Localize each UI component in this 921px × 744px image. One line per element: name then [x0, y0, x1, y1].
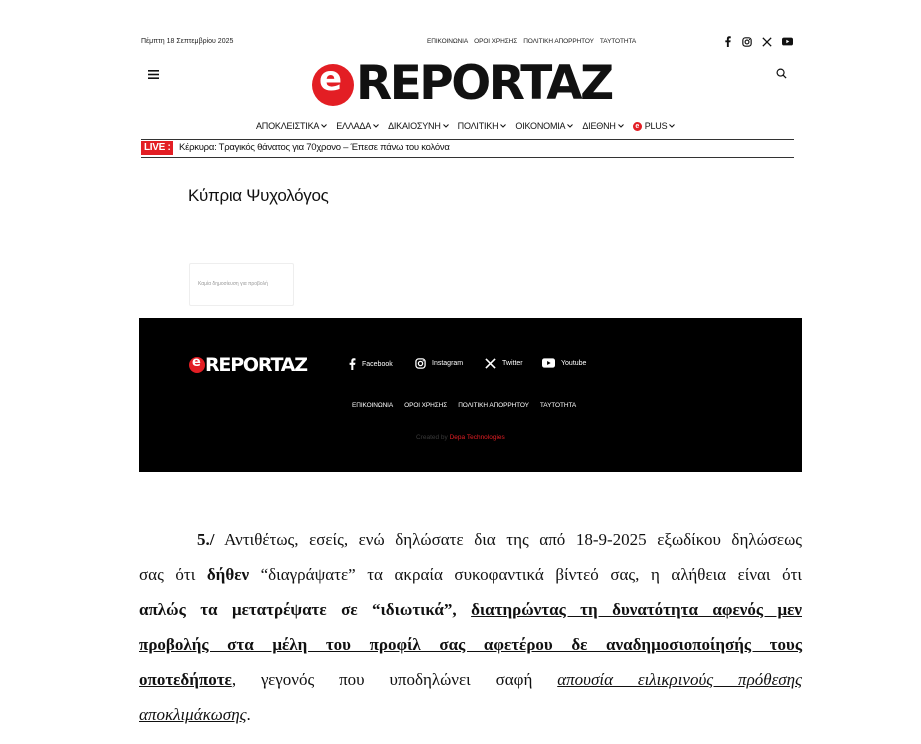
doc-line-4: προβολής στα μέλη του προφίλ σας αφετέρου δε αναδημοσιοποίησής τους [139, 635, 802, 654]
footer-social-label: Instagram [432, 360, 464, 367]
chevron-down-icon [321, 124, 327, 128]
site-logo[interactable] [312, 58, 627, 112]
doc-italic-underlined: αποκλιμάκωσης [139, 705, 247, 724]
nav-label: ΔΙΚΑΙΟΣΥΝΗ [388, 121, 441, 131]
doc-text: “διαγράψατε” τα ακραία συκοφαντικά βίντεό σας, η αλήθεια είναι ότι [249, 565, 802, 584]
footer-links [352, 402, 576, 409]
top-links [427, 38, 636, 45]
main-nav [256, 121, 675, 131]
hamburger-menu-icon[interactable] [148, 66, 159, 84]
doc-text: σας ότι [139, 565, 207, 584]
search-icon[interactable] [776, 66, 787, 84]
footer-social-label: Facebook [362, 360, 393, 368]
current-date: Πέμπτη 18 Σεπτεμβρίου 2025 [141, 38, 234, 45]
doc-text: Αντιθέτως, εσείς, ενώ δηλώσατε δια της από 18-9-2025 εξωδίκου δηλώσεως [214, 530, 802, 549]
doc-emphasis-underlined: διατηρώντας τη δυνατότητα αφενός μεν [471, 600, 802, 619]
youtube-icon[interactable] [782, 37, 793, 46]
chevron-down-icon [669, 124, 675, 128]
doc-line-6 [139, 705, 251, 725]
footer-logo-e-letter: e [192, 355, 201, 370]
x-twitter-icon[interactable] [762, 37, 772, 47]
doc-text: . [246, 705, 251, 724]
chevron-down-icon [500, 124, 506, 128]
top-bar [141, 38, 793, 50]
facebook-icon [349, 358, 356, 370]
instagram-icon[interactable] [742, 37, 752, 47]
doc-text: , [452, 600, 472, 619]
doc-emphasis: δήθεν [206, 565, 250, 584]
footer-logo-wordmark: REPORTAZ [205, 354, 307, 376]
footer-social-instagram[interactable] [415, 358, 463, 369]
doc-emphasis: απλώς τα μετατρέψατε σε “ιδιωτικά” [139, 600, 453, 619]
footer-link-terms[interactable]: ΟΡΟΙ ΧΡΗΣΗΣ [404, 402, 448, 409]
chevron-down-icon [443, 124, 449, 128]
footer-social-label: Youtube [561, 359, 587, 367]
logo-e-letter: e [319, 59, 343, 99]
instagram-icon [415, 358, 426, 369]
header-socials [724, 36, 793, 47]
footer-link-identity[interactable]: ΤΑΥΤΟΤΗΤΑ [539, 402, 577, 409]
nav-label: ΕΛΛΑΔΑ [336, 121, 372, 131]
footer-social-twitter[interactable] [485, 358, 523, 369]
nav-label: ΠΟΛΙΤΙΚΗ [457, 121, 499, 131]
top-link-privacy[interactable]: ΠΟΛΙΤΙΚΗ ΑΠΟΡΡΗΤΟΥ [523, 38, 594, 45]
doc-text: , γεγονός που υποδηλώνει σαφή [231, 670, 558, 689]
credit-link[interactable]: Depa Technologies [449, 434, 505, 441]
nav-item-exclusive[interactable] [256, 121, 327, 131]
nav-label: ΟΙΚΟΝΟΜΙΑ [515, 121, 566, 131]
chevron-down-icon [567, 124, 573, 128]
nav-label: ΔΙΕΘΝΗ [582, 121, 616, 131]
footer-social-youtube[interactable] [542, 358, 586, 368]
nav-item-eplus[interactable] [633, 121, 676, 131]
footer-social-facebook[interactable] [349, 358, 393, 370]
nav-item-economy[interactable] [515, 121, 573, 131]
chevron-down-icon [373, 124, 379, 128]
logo-wordmark: REPORTAZ [356, 56, 612, 111]
doc-line-2 [139, 565, 802, 585]
nav-label: PLUS [644, 121, 668, 131]
youtube-icon [542, 358, 555, 368]
facebook-icon[interactable] [724, 36, 732, 47]
top-link-terms[interactable]: ΟΡΟΙ ΧΡΗΣΗΣ [474, 38, 518, 45]
footer-link-contact[interactable]: ΕΠΙΚΟΙΝΩΝΙΑ [352, 402, 394, 409]
top-link-contact[interactable]: ΕΠΙΚΟΙΝΩΝΙΑ [427, 38, 469, 45]
nav-item-politics[interactable] [458, 121, 507, 131]
paragraph-number: 5./ [197, 530, 215, 549]
doc-line-5 [139, 670, 802, 690]
doc-line-1 [139, 530, 802, 550]
nav-item-international[interactable] [582, 121, 623, 131]
ticker-divider-top [141, 139, 794, 140]
doc-emphasis-underlined: οποτεδήποτε [139, 670, 232, 689]
top-link-identity[interactable]: ΤΑΥΤΟΤΗΤΑ [599, 38, 637, 45]
footer-link-privacy[interactable]: ΠΟΛΙΤΙΚΗ ΑΠΟΡΡΗΤΟΥ [458, 402, 529, 409]
page-title: Κύπρια Ψυχολόγος [188, 186, 329, 205]
footer-credit [416, 434, 505, 441]
ticker-headline[interactable]: Κέρκυρα: Τραγικός θάνατος για 70χρονο – Έπεσε πάνω του κολόνα [179, 142, 450, 153]
ticker-divider-bottom [141, 157, 794, 158]
empty-posts-message: Καμία δημοσίευση για προβολή [189, 263, 294, 306]
site-footer [139, 318, 802, 472]
nav-item-justice[interactable] [388, 121, 449, 131]
nav-label: ΑΠΟΚΛΕΙΣΤΙΚΑ [256, 121, 320, 131]
doc-line-3 [139, 600, 802, 620]
footer-social-label: Twitter [502, 360, 523, 367]
nav-item-greece[interactable] [336, 121, 379, 131]
doc-italic-underlined: απουσία ειλικρινούς πρόθεσης [557, 670, 802, 689]
live-badge: LIVE : [141, 141, 173, 155]
eplus-badge: e [633, 122, 642, 131]
chevron-down-icon [618, 124, 624, 128]
footer-logo[interactable] [189, 354, 315, 376]
credit-prefix: Created by [416, 434, 448, 441]
x-twitter-icon [485, 358, 496, 369]
